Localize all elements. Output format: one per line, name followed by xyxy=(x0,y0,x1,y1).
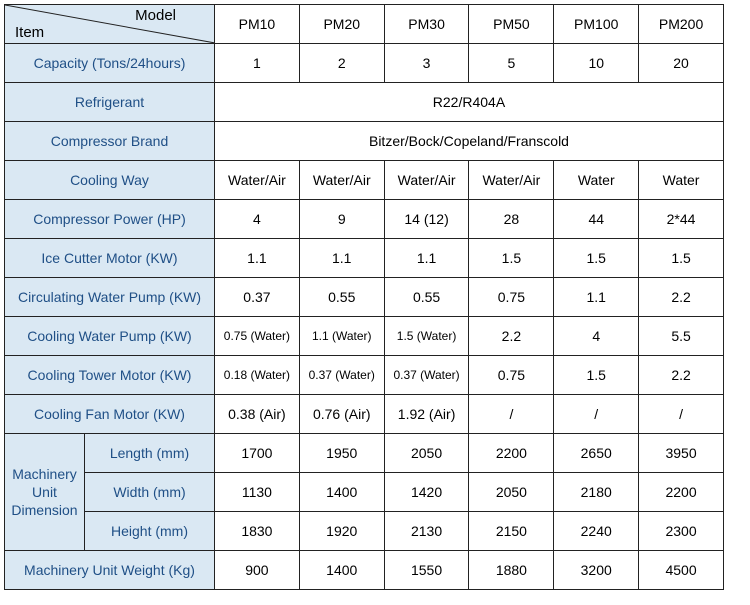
row-label: Compressor Power (HP) xyxy=(5,200,215,239)
row-refrigerant xyxy=(5,83,724,122)
cell-value: 0.75 xyxy=(469,278,554,317)
cell-value: Water/Air xyxy=(384,161,469,200)
cell-value: 0.55 xyxy=(299,278,384,317)
cell-value: 0.75 xyxy=(469,356,554,395)
row-label: Cooling Way xyxy=(5,161,215,200)
cell-value: 9 xyxy=(299,200,384,239)
row-compressor-brand xyxy=(5,122,724,161)
row-label: Circulating Water Pump (KW) xyxy=(5,278,215,317)
cell-value: 0.75 (Water) xyxy=(215,317,300,356)
row-ice-cutter-motor xyxy=(5,239,724,278)
cell-value: 2150 xyxy=(469,512,554,551)
cell-value: 900 xyxy=(215,551,300,590)
row-label: Cooling Water Pump (KW) xyxy=(5,317,215,356)
cell-value: 28 xyxy=(469,200,554,239)
row-label: Capacity (Tons/24hours) xyxy=(5,44,215,83)
row-circulating-water-pump xyxy=(5,278,724,317)
cell-value: 4 xyxy=(554,317,639,356)
cell-value: 1 xyxy=(215,44,300,83)
cell-value: 4 xyxy=(215,200,300,239)
row-label: Cooling Fan Motor (KW) xyxy=(5,395,215,434)
cell-value: 1880 xyxy=(469,551,554,590)
row-dimension-width xyxy=(5,473,724,512)
model-header: PM10 xyxy=(215,5,300,44)
cell-value: 2.2 xyxy=(639,278,724,317)
cell-value: 3200 xyxy=(554,551,639,590)
cell-value: Water/Air xyxy=(215,161,300,200)
cell-value: 1.5 (Water) xyxy=(384,317,469,356)
cell-value: 2200 xyxy=(639,473,724,512)
item-header-label: Item xyxy=(15,24,45,41)
cell-value: Water xyxy=(639,161,724,200)
header-row xyxy=(5,5,724,44)
cell-value: 1950 xyxy=(299,434,384,473)
spec-table xyxy=(4,4,724,590)
cell-value: 1830 xyxy=(215,512,300,551)
dimension-group-label xyxy=(5,434,85,551)
row-cooling-way xyxy=(5,161,724,200)
cell-value: 5.5 xyxy=(639,317,724,356)
cell-value: 1.92 (Air) xyxy=(384,395,469,434)
cell-value: / xyxy=(554,395,639,434)
cell-value: Water/Air xyxy=(469,161,554,200)
model-header-label: Model xyxy=(135,7,176,24)
row-dimension-height xyxy=(5,512,724,551)
row-label: Machinery Unit Weight (Kg) xyxy=(5,551,215,590)
cell-value: 5 xyxy=(469,44,554,83)
dimension-group-line: Machinery xyxy=(12,466,77,482)
row-cooling-water-pump xyxy=(5,317,724,356)
model-header: PM20 xyxy=(299,5,384,44)
model-item-header xyxy=(5,5,215,44)
cell-value: 1920 xyxy=(299,512,384,551)
cell-value: 0.37 (Water) xyxy=(299,356,384,395)
cell-value: 0.38 (Air) xyxy=(215,395,300,434)
row-label: Ice Cutter Motor (KW) xyxy=(5,239,215,278)
row-label: Compressor Brand xyxy=(5,122,215,161)
cell-value: 44 xyxy=(554,200,639,239)
cell-value: 1.1 xyxy=(554,278,639,317)
model-header: PM200 xyxy=(639,5,724,44)
row-cooling-tower-motor xyxy=(5,356,724,395)
row-label: Refrigerant xyxy=(5,83,215,122)
row-label: Length (mm) xyxy=(85,434,215,473)
row-weight xyxy=(5,551,724,590)
cell-value: 1.5 xyxy=(554,356,639,395)
cell-value: 1130 xyxy=(215,473,300,512)
row-label: Width (mm) xyxy=(85,473,215,512)
cell-value: 1.5 xyxy=(554,239,639,278)
row-compressor-power xyxy=(5,200,724,239)
cell-value: 1.1 xyxy=(384,239,469,278)
cell-value: 2200 xyxy=(469,434,554,473)
cell-value-merged: Bitzer/Bock/Copeland/Franscold xyxy=(215,122,724,161)
cell-value: 1.1 xyxy=(215,239,300,278)
cell-value: 1550 xyxy=(384,551,469,590)
cell-value: 20 xyxy=(639,44,724,83)
cell-value: 3 xyxy=(384,44,469,83)
cell-value: 2.2 xyxy=(639,356,724,395)
cell-value: 0.37 xyxy=(215,278,300,317)
cell-value: 0.18 (Water) xyxy=(215,356,300,395)
cell-value-merged: R22/R404A xyxy=(215,83,724,122)
cell-value: 2*44 xyxy=(639,200,724,239)
cell-value: 4500 xyxy=(639,551,724,590)
cell-value: 0.76 (Air) xyxy=(299,395,384,434)
row-cooling-fan-motor xyxy=(5,395,724,434)
cell-value: 2650 xyxy=(554,434,639,473)
cell-value: 1400 xyxy=(299,473,384,512)
cell-value: 1420 xyxy=(384,473,469,512)
row-label: Height (mm) xyxy=(85,512,215,551)
cell-value: 2.2 xyxy=(469,317,554,356)
cell-value: 2240 xyxy=(554,512,639,551)
cell-value: 1400 xyxy=(299,551,384,590)
model-header: PM30 xyxy=(384,5,469,44)
cell-value: 1700 xyxy=(215,434,300,473)
cell-value: 0.37 (Water) xyxy=(384,356,469,395)
cell-value: 0.55 xyxy=(384,278,469,317)
cell-value: 2180 xyxy=(554,473,639,512)
spec-table-container xyxy=(4,4,724,590)
cell-value: / xyxy=(469,395,554,434)
row-capacity xyxy=(5,44,724,83)
cell-value: Water/Air xyxy=(299,161,384,200)
cell-value: Water xyxy=(554,161,639,200)
cell-value: 14 (12) xyxy=(384,200,469,239)
cell-value: 1.5 xyxy=(469,239,554,278)
cell-value: 1.1 xyxy=(299,239,384,278)
cell-value: 2300 xyxy=(639,512,724,551)
dimension-group-line: Dimension xyxy=(11,502,78,518)
model-header: PM100 xyxy=(554,5,639,44)
dimension-group-line: Unit xyxy=(32,484,57,500)
cell-value: 2050 xyxy=(384,434,469,473)
row-dimension-length xyxy=(5,434,724,473)
cell-value: 10 xyxy=(554,44,639,83)
cell-value: 2 xyxy=(299,44,384,83)
cell-value: 1.1 (Water) xyxy=(299,317,384,356)
cell-value: 2050 xyxy=(469,473,554,512)
cell-value: 3950 xyxy=(639,434,724,473)
model-header: PM50 xyxy=(469,5,554,44)
cell-value: 1.5 xyxy=(639,239,724,278)
cell-value: / xyxy=(639,395,724,434)
row-label: Cooling Tower Motor (KW) xyxy=(5,356,215,395)
cell-value: 2130 xyxy=(384,512,469,551)
